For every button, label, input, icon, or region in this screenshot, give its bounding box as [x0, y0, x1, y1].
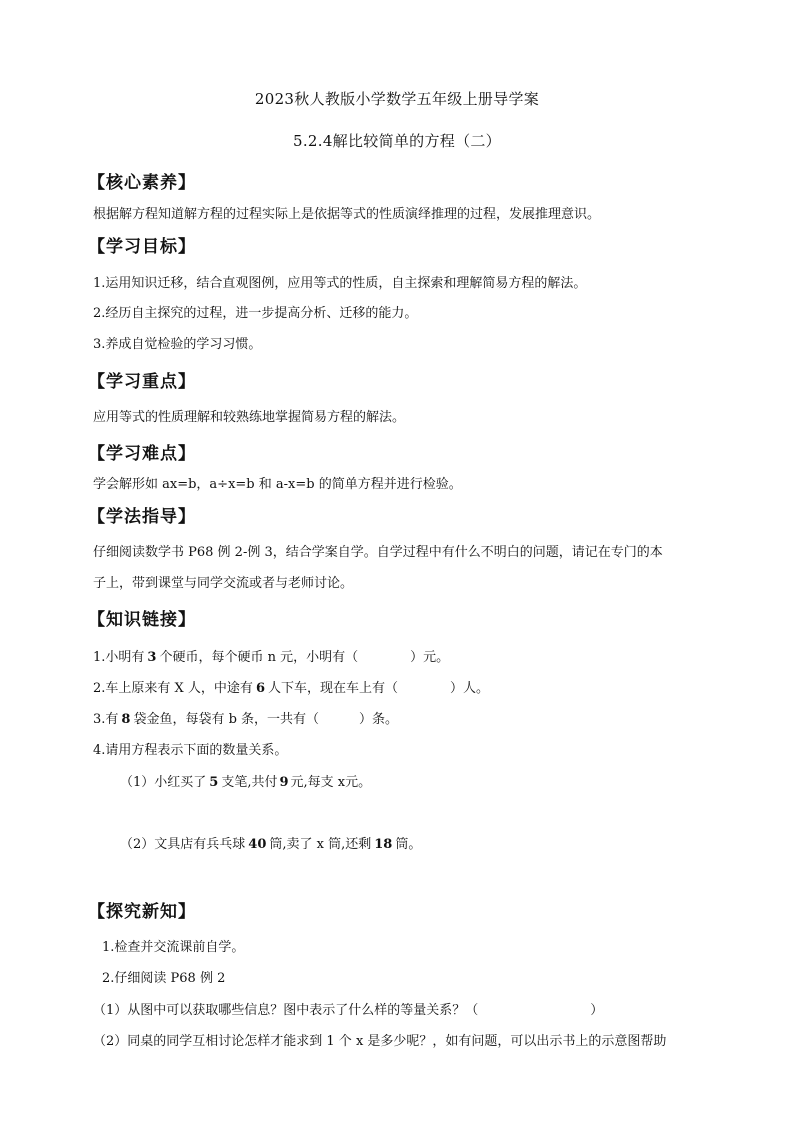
document-subtitle: 5.2.4解比较简单的方程（二）: [293, 132, 501, 150]
goal-item: 1.运用知识迁移，结合直观图例，应用等式的性质，自主探索和理解简易方程的解法。: [93, 276, 587, 291]
link-question-1: 1.小明有 3 个硬币，每个硬币 n 元，小明有（ ）元。: [93, 650, 450, 665]
method-text-line1: 仔细阅读数学书 P68 例 2-例 3，结合学案自学。自学过程中有什么不明白的问题，请记在专门的本: [93, 545, 663, 560]
heading-goals: 【学习目标】: [88, 237, 196, 257]
heading-difficulty: 【学习难点】: [88, 444, 196, 464]
difficulty-text: 学会解形如 ax=b，a÷x=b 和 a-x=b 的简单方程并进行检验。: [93, 477, 462, 492]
heading-core: 【核心素养】: [88, 173, 196, 193]
link-question-3: 3.有 8 袋金鱼，每袋有 b 条，一共有（ ）条。: [93, 712, 399, 727]
explore-question-1: （1）从图中可以获取哪些信息？图中表示了什么样的等量关系？（ ）: [93, 1003, 604, 1018]
core-text: 根据解方程知道解方程的过程实际上是依据等式的性质演绎推理的过程，发展推理意识。: [93, 207, 601, 222]
method-text-line2: 子上，带到课堂与同学交流或者与老师讨论。: [93, 576, 354, 591]
heading-links: 【知识链接】: [88, 610, 196, 630]
heading-explore: 【探究新知】: [88, 902, 196, 922]
link-question-4-2: （2）文具店有兵乓球 40 筒,卖了 x 筒,还剩 18 筒。: [120, 837, 422, 852]
link-question-4: 4.请用方程表示下面的数量关系。: [93, 743, 288, 758]
explore-item: 2.仔细阅读 P68 例 2: [102, 971, 226, 986]
explore-question-2: （2）同桌的同学互相讨论怎样才能求到 1 个 x 是多少呢？，如有问题，可以出示书上的示意图帮助: [93, 1034, 667, 1049]
heading-method: 【学法指导】: [88, 507, 196, 527]
explore-item: 1.检查并交流课前自学。: [102, 940, 245, 955]
goal-item: 3.养成自觉检验的学习习惯。: [93, 337, 262, 352]
link-question-2: 2.车上原来有 X 人，中途有 6 人下车，现在车上有（ ）人。: [93, 681, 490, 696]
document-title: 2023秋人教版小学数学五年级上册导学案: [254, 90, 540, 108]
focus-text: 应用等式的性质理解和较熟练地掌握简易方程的解法。: [93, 410, 406, 425]
heading-focus: 【学习重点】: [88, 372, 196, 392]
link-question-4-1: （1）小红买了 5 支笔,共付 9 元,每支 x元。: [120, 775, 372, 790]
goal-item: 2.经历自主探究的过程，进一步提高分析、迁移的能力。: [93, 306, 418, 321]
